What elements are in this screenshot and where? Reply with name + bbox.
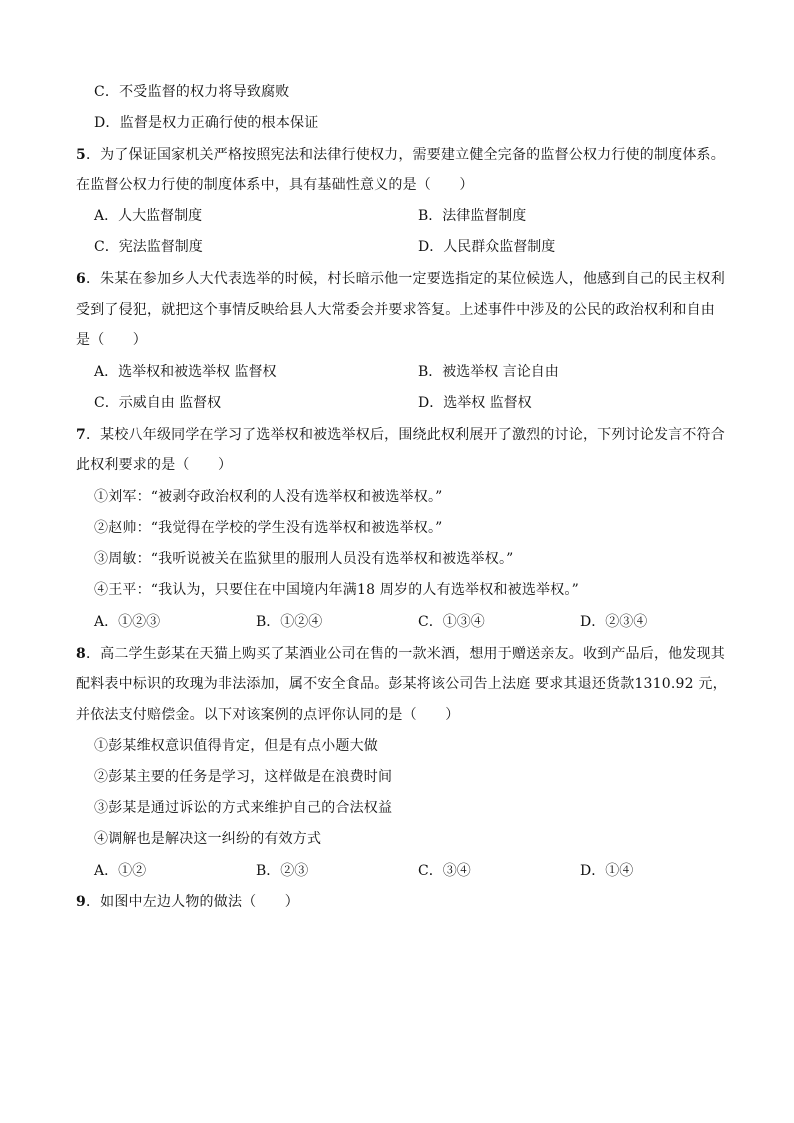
q6-option-d: D．选举权 监督权 xyxy=(418,395,532,411)
q6-stem-line-1 xyxy=(76,269,725,289)
q8-stem-line-2: 配料表中标识的玫瑰为非法添加，属不安全食品。彭某将该公司告上法庭 要求其退还货款1310.92 元， xyxy=(76,676,727,692)
q9-stem-text-1: ．如图中左边人物的做法（ ） xyxy=(85,894,299,910)
q6-option-b: B．被选举权 言论自由 xyxy=(418,364,559,380)
q7-statement-3: ③周敏：“我听说被关在监狱里的服刑人员没有选举权和被选举权。” xyxy=(94,551,514,567)
q6-option-a: A．选举权和被选举权 监督权 xyxy=(94,364,277,380)
q8-option-a: A．①② xyxy=(94,863,147,879)
q5-option-b: B．法律监督制度 xyxy=(418,208,527,224)
q6-stem-line-3: 是（ ） xyxy=(76,332,147,348)
q5-stem-line-2: 在监督公权力行使的制度体系中，具有基础性意义的是（ ） xyxy=(76,177,474,193)
q8-stem-line-3: 并依法支付赔偿金。以下对该案例的点评你认同的是（ ） xyxy=(76,707,460,723)
q8-statement-2: ②彭某主要的任务是学习，这样做是在浪费时间 xyxy=(94,769,393,785)
q7-option-a: A．①②③ xyxy=(94,614,161,630)
q7-statement-1: ①刘军：“被剥夺政治权利的人没有选举权和被选举权。” xyxy=(94,489,443,505)
q6-option-c: C．示威自由 监督权 xyxy=(94,395,222,411)
q8-option-c: C．③④ xyxy=(418,863,471,879)
q4-option-c: C．不受监督的权力将导致腐败 xyxy=(94,84,290,100)
q8-number: 8 xyxy=(76,646,86,662)
q6-stem-line-2: 受到了侵犯，就把这个事情反映给县人大常委会并要求答复。上述事件中涉及的公民的政治权利和自由 xyxy=(76,302,715,318)
q8-stem-text-1: ．高二学生彭某在天猫上购买了某酒业公司在售的一款米酒，想用于赠送亲友。收到产品后，他发现其 xyxy=(85,646,725,662)
q7-option-c: C．①③④ xyxy=(418,614,485,630)
q5-stem-text-1: ．为了保证国家机关严格按照宪法和法律行使权力，需要建立健全完备的监督公权力行使的制度体系。 xyxy=(85,147,725,163)
q7-statement-2: ②赵帅：“我觉得在学校的学生没有选举权和被选举权。” xyxy=(94,520,443,536)
q8-option-d: D．①④ xyxy=(580,863,634,879)
q9-number: 9 xyxy=(76,894,86,910)
q7-number: 7 xyxy=(76,427,86,443)
q8-statement-4: ④调解也是解决这一纠纷的有效方式 xyxy=(94,831,322,847)
q6-number: 6 xyxy=(76,271,86,287)
q5-option-c: C．宪法监督制度 xyxy=(94,239,203,255)
q7-stem-text-1: ．某校八年级同学在学习了选举权和被选举权后，围绕此权利展开了激烈的讨论，下列讨论发言不符合 xyxy=(85,427,725,443)
q7-stem-line-1 xyxy=(76,425,725,445)
q7-option-d: D．②③④ xyxy=(580,614,648,630)
q8-stem-line-1 xyxy=(76,644,725,664)
q5-option-d: D．人民群众监督制度 xyxy=(418,239,556,255)
q5-number: 5 xyxy=(76,147,86,163)
q5-option-a: A．人大监督制度 xyxy=(94,208,203,224)
q8-option-b: B．②③ xyxy=(256,863,309,879)
q4-option-d: D．监督是权力正确行使的根本保证 xyxy=(94,115,319,131)
q6-stem-text-1: ．朱某在参加乡人大代表选举的时候，村长暗示他一定要选指定的某位候选人，他感到自己的民主权利 xyxy=(85,271,725,287)
q5-stem-line-1 xyxy=(76,145,725,165)
q7-option-b: B．①②④ xyxy=(256,614,323,630)
q7-stem-line-2: 此权利要求的是（ ） xyxy=(76,457,233,473)
q9-stem-line-1 xyxy=(76,892,299,912)
q8-statement-3: ③彭某是通过诉讼的方式来维护自己的合法权益 xyxy=(94,800,393,816)
q8-statement-1: ①彭某维权意识值得肯定，但是有点小题大做 xyxy=(94,738,378,754)
q7-statement-4: ④王平：“我认为，只要住在中国境内年满18 周岁的人有选举权和被选举权。” xyxy=(94,582,579,598)
